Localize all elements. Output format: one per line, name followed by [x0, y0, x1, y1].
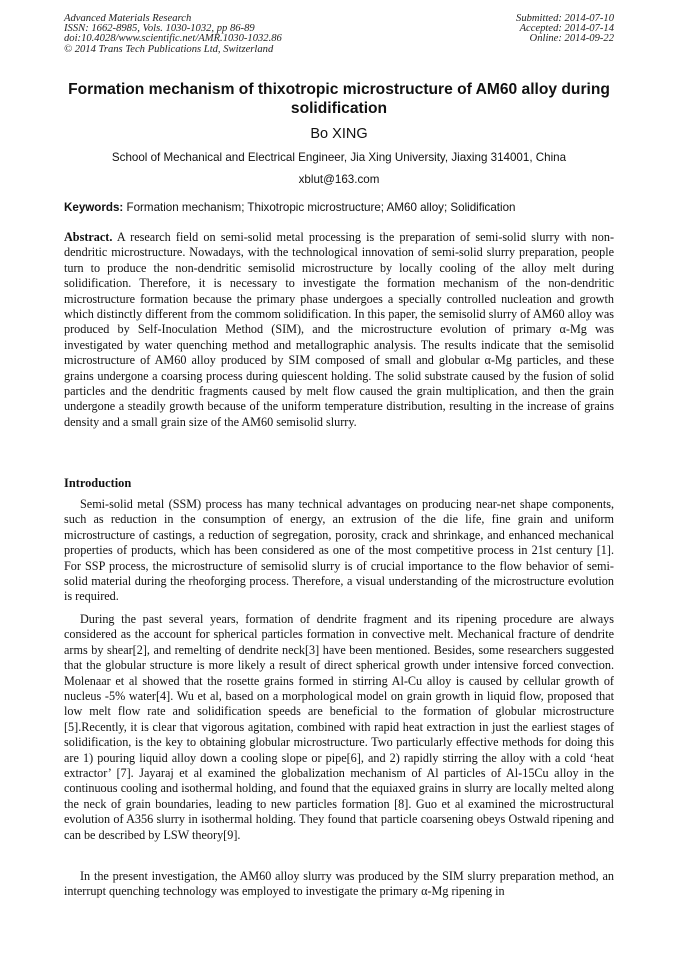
body-paragraph: In the present investigation, the AM60 alloy slurry was produced by the SIM slurry preparation method, an interrupt quenching technology was employed to investigate the primary α-Mg ripening in: [64, 869, 614, 899]
author-affiliation: School of Mechanical and Electrical Engineer, Jia Xing University, Jiaxing 314001, China: [111, 151, 567, 164]
body-paragraph: During the past several years, formation of dendrite fragment and its ripening procedure are always considered as the account for spherical particles formation in convective melt. Mechanical fracture of dendrite arms by shear[2], and remelting of dendrite neck[3] have been mentioned. Besides, some researchers suggested that the globular structure is more likely a result of direct spherical growth under intensive forced convection. Molenaar et al showed that the rosette grains formed in stirring Al-Cu alloy is caused by cellular growth of nucleus -5% water[4]. Wu et al, based on a morphological model on grain growth in liquid flow, proposed that low melt flow rate and solidification speeds are beneficial to the formation of globular microstructure [5].Recently, it is clear that vigorous agitation, combined with rapid heat extraction in just the earliest stages of solidification, is the key to obtaining globular microstructure. Two particularly effective methods for doing this are 1) pouring liquid alloy down a cooling slope or pipe[6], and 2) rapidly stirring the alloy with a cold ‘heat extractor’ [7]. Jayaraj et al examined the globalization mechanism of Al particles of Al-15Cu alloy in the continuous cooling and isothermal holding, and found that the equiaxed grains in slurry are locally melted along the neck of grain boundaries, leading to new particles formation [8]. Guo et al examined the microstructural evolution of A356 slurry in isothermal holding. They found that particle coarsening obeys Ostwald ripening and can be described by LSW theory[9].: [64, 612, 614, 842]
keywords: [64, 201, 614, 215]
accepted-date: Accepted: 2014-07-14: [519, 23, 614, 35]
journal-name: Advanced Materials Research: [64, 13, 192, 24]
issn-line: ISSN: 1662-8985, Vols. 1030-1032, pp 86-89: [64, 23, 255, 35]
paper-title: Formation mechanism of thixotropic microstructure of AM60 alloy during solidification: [68, 81, 610, 117]
section-heading-introduction: Introduction: [64, 476, 132, 490]
abstract-label: Abstract.: [64, 230, 113, 244]
author-name: Bo XING: [310, 126, 368, 142]
submitted-date: Submitted: 2014-07-10: [516, 13, 614, 24]
copyright-line: © 2014 Trans Tech Publications Ltd, Switzerland: [64, 43, 274, 55]
body-paragraph: Semi-solid metal (SSM) process has many technical advantages on producing near-net shape components, such as reduction in the consumption of energy, an extrusion of the die life, fine grain and uniform microstructure of castings, a reduction of segregation, porosity, crack and shrinkage, and enhanced mechanical properties of products, which has been considered as one of the most competitive process in 21st century [1]. For SSP process, the microstructure of semisolid slurry is of crucial importance to the flow behavior of semi-solid material during the rheoforging process. Therefore, a visual understanding of the microstructure evolution is required.: [64, 497, 614, 604]
keywords-label: Keywords:: [64, 201, 124, 214]
keywords-text: Formation mechanism; Thixotropic microstructure; AM60 alloy; Solidification: [126, 201, 516, 214]
abstract-text: A research field on semi-solid metal processing is the preparation of semi-solid slurry with non-dendritic microstructure. Nowadays, with the technological innovation of semi-solid slurry preparation, people turn to produce the non-dendritic semisolid microstructure by locally cooling of the alloy melt during solidification. Therefore, it is necessary to investigate the formation mechanism of the non-dendritic microstructure formation because the primary phase undergoes a specially controlled nucleation and growth which distinctly different from the commom solidification. In this paper, the semisolid slurry of AM60 alloy was produced by Self-Inoculation Method (SIM), and the microstructure evolution of primary α-Mg was investigated by water quenching method and metallographic analysis. The results indicate that the semisolid microstructure of AM60 alloy produced by SIM composed of small and globular α-Mg particles, and these grains undergone a coarsing process during quiescent holding. The solid substrate caused by the fusion of solid particles and the dendritic fragments caused by melt flow caused the grain multiplication, and then the grain undergone a steadily growth because of the uniform temperature distribution, resulting in the increase of grains density and a small grain size of the AM60 semisolid slurry.: [64, 230, 615, 429]
online-date: Online: 2014-09-22: [529, 33, 614, 45]
journal-info: [64, 14, 282, 55]
doi-line: doi:10.4028/www.scientific.net/AMR.1030-1032.86: [64, 33, 282, 45]
abstract: [64, 230, 614, 430]
author-email: xblut@163.com: [298, 173, 380, 186]
publication-dates: [516, 14, 614, 45]
